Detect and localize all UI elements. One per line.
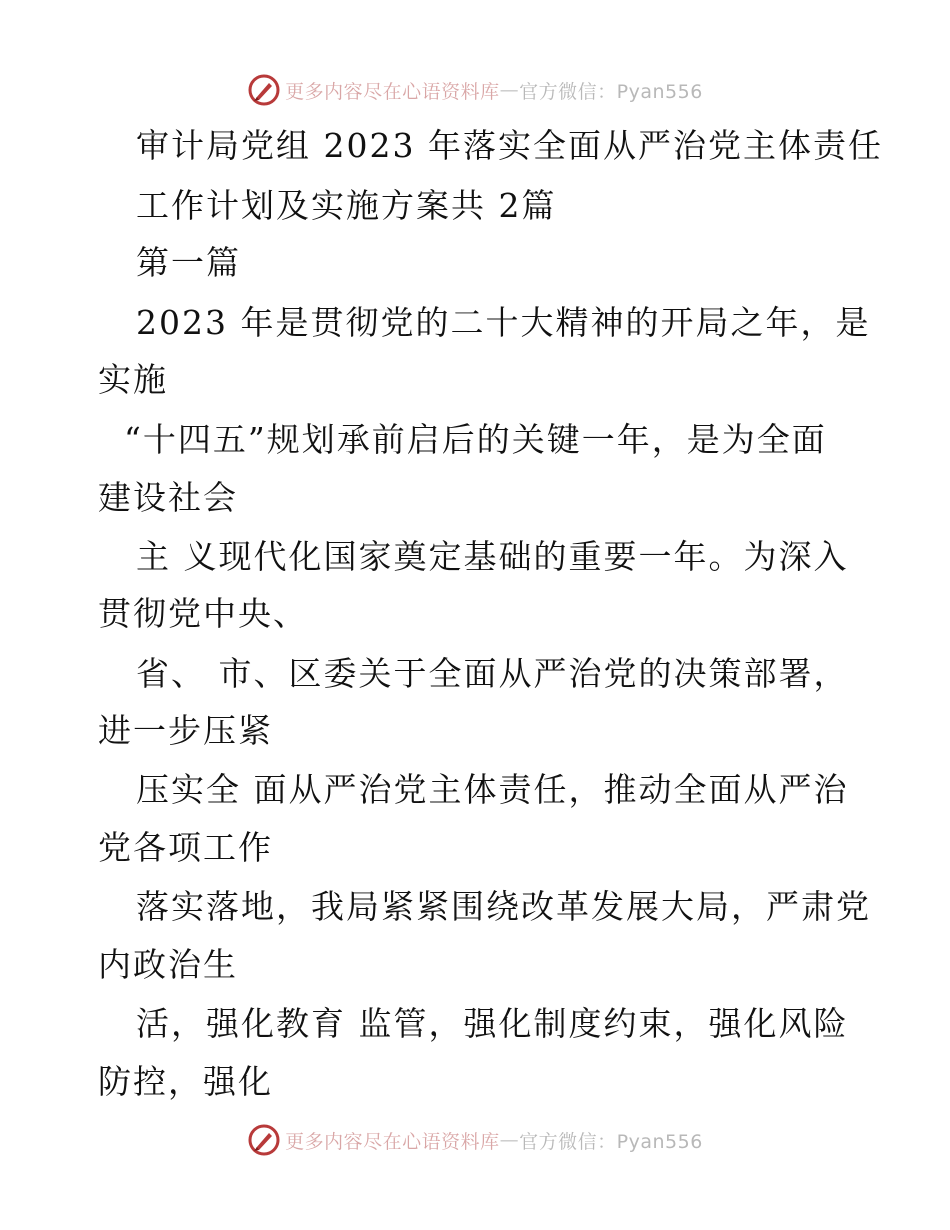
section-heading: 第一篇	[136, 243, 241, 282]
paragraph-line: 内政治生	[98, 945, 238, 984]
paragraph-line: “十四五”规划承前启后的关键一年，是为全面	[124, 420, 827, 459]
watermark-contact: 官方微信：Pyan556	[519, 1130, 703, 1153]
paragraph-line: 落实落地，我局紧紧围绕改革发展大局，严肃党	[136, 887, 871, 926]
paragraph-line: 进一步压紧	[98, 711, 273, 750]
paragraph-line: 防控，强化	[98, 1062, 273, 1101]
watermark-text: 更多内容尽在心语资料库	[285, 80, 500, 103]
doc-title-line-1: 审计局党组 2023 年落实全面从严治党主体责任	[136, 126, 883, 165]
paragraph-line: 建设社会	[98, 478, 238, 517]
pen-logo-icon	[247, 1123, 281, 1157]
paragraph-line: 贯彻党中央、	[98, 594, 308, 633]
paragraph-line: 党各项工作	[98, 828, 273, 867]
watermark-dash: —	[499, 1129, 520, 1151]
watermark-text: 更多内容尽在心语资料库	[285, 1130, 500, 1153]
doc-title-line-2: 工作计划及实施方案共 2篇	[136, 186, 557, 225]
paragraph-line: 主 义现代化国家奠定基础的重要一年。为深入	[136, 537, 849, 576]
paragraph-line: 活，强化教育 监管，强化制度约束，强化风险	[136, 1004, 849, 1043]
paragraph-line: 省、 市、区委关于全面从严治党的决策部署，	[136, 654, 849, 693]
paragraph-line: 2023 年是贯彻党的二十大精神的开局之年，是	[136, 303, 871, 342]
watermark-contact: 官方微信：Pyan556	[519, 80, 703, 103]
watermark-dash: —	[499, 79, 520, 101]
paragraph-line: 实施	[98, 360, 168, 399]
footer-watermark	[0, 1120, 950, 1160]
paragraph-line: 压实全 面从严治党主体责任，推动全面从严治	[136, 770, 849, 809]
